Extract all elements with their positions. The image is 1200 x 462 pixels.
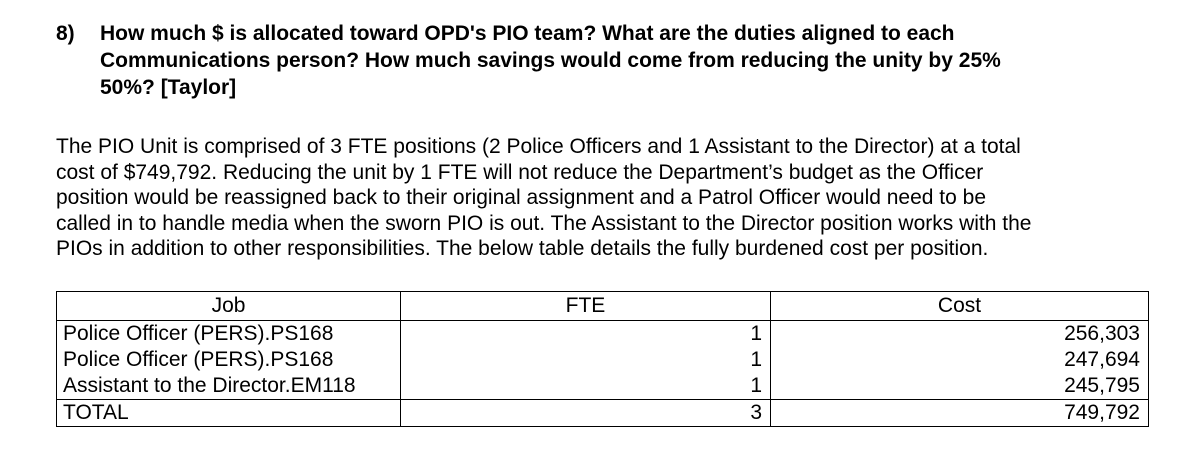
table-header-row xyxy=(57,292,1149,321)
position-cost-table xyxy=(56,291,1149,427)
cell-job: Police Officer (PERS).PS168 xyxy=(57,347,401,373)
paragraph-line: called in to handle media when the sworn PIO is out. The Assistant to the Director position works with the xyxy=(56,211,1032,235)
question-line: Communications person? How much savings would come from reducing the unity by 25% xyxy=(100,49,1001,72)
cell-cost: 245,795 xyxy=(771,373,1149,400)
cell-job: Police Officer (PERS).PS168 xyxy=(57,321,401,348)
cell-fte: 1 xyxy=(401,373,771,400)
paragraph-line: cost of $749,792. Reducing the unit by 1 FTE will not reduce the Department’s budget as the Officer xyxy=(56,160,984,184)
header-cost: Cost xyxy=(771,292,1149,321)
table-row xyxy=(57,321,1149,348)
paragraph-line: PIOs in addition to other responsibilities. The below table details the fully burdened cost per position. xyxy=(56,237,989,260)
paragraph-line: position would be reassigned back to their original assignment and a Patrol Officer would need to be xyxy=(56,186,987,209)
header-job: Job xyxy=(57,292,401,321)
table-total-row xyxy=(57,400,1149,427)
cell-job: Assistant to the Director.EM118 xyxy=(57,373,401,400)
cell-cost: 256,303 xyxy=(771,321,1149,348)
answer-paragraph xyxy=(56,134,1166,262)
total-cost: 749,792 xyxy=(771,400,1149,427)
question-number: 8) xyxy=(56,22,75,45)
question-line: How much $ is allocated toward OPD's PIO team? What are the duties aligned to each xyxy=(100,22,955,45)
cell-fte: 1 xyxy=(401,347,771,373)
table-row xyxy=(57,373,1149,400)
total-label: TOTAL xyxy=(57,400,401,427)
total-fte: 3 xyxy=(401,400,771,427)
question-text xyxy=(100,20,1001,101)
question-block xyxy=(56,20,1176,101)
cell-cost: 247,694 xyxy=(771,347,1149,373)
table-row xyxy=(57,347,1149,373)
header-fte: FTE xyxy=(401,292,771,321)
question-line: 50%? [Taylor] xyxy=(100,76,237,99)
paragraph-line: The PIO Unit is comprised of 3 FTE positions (2 Police Officers and 1 Assistant to the Director) at a total xyxy=(56,135,1021,158)
cell-fte: 1 xyxy=(401,321,771,348)
